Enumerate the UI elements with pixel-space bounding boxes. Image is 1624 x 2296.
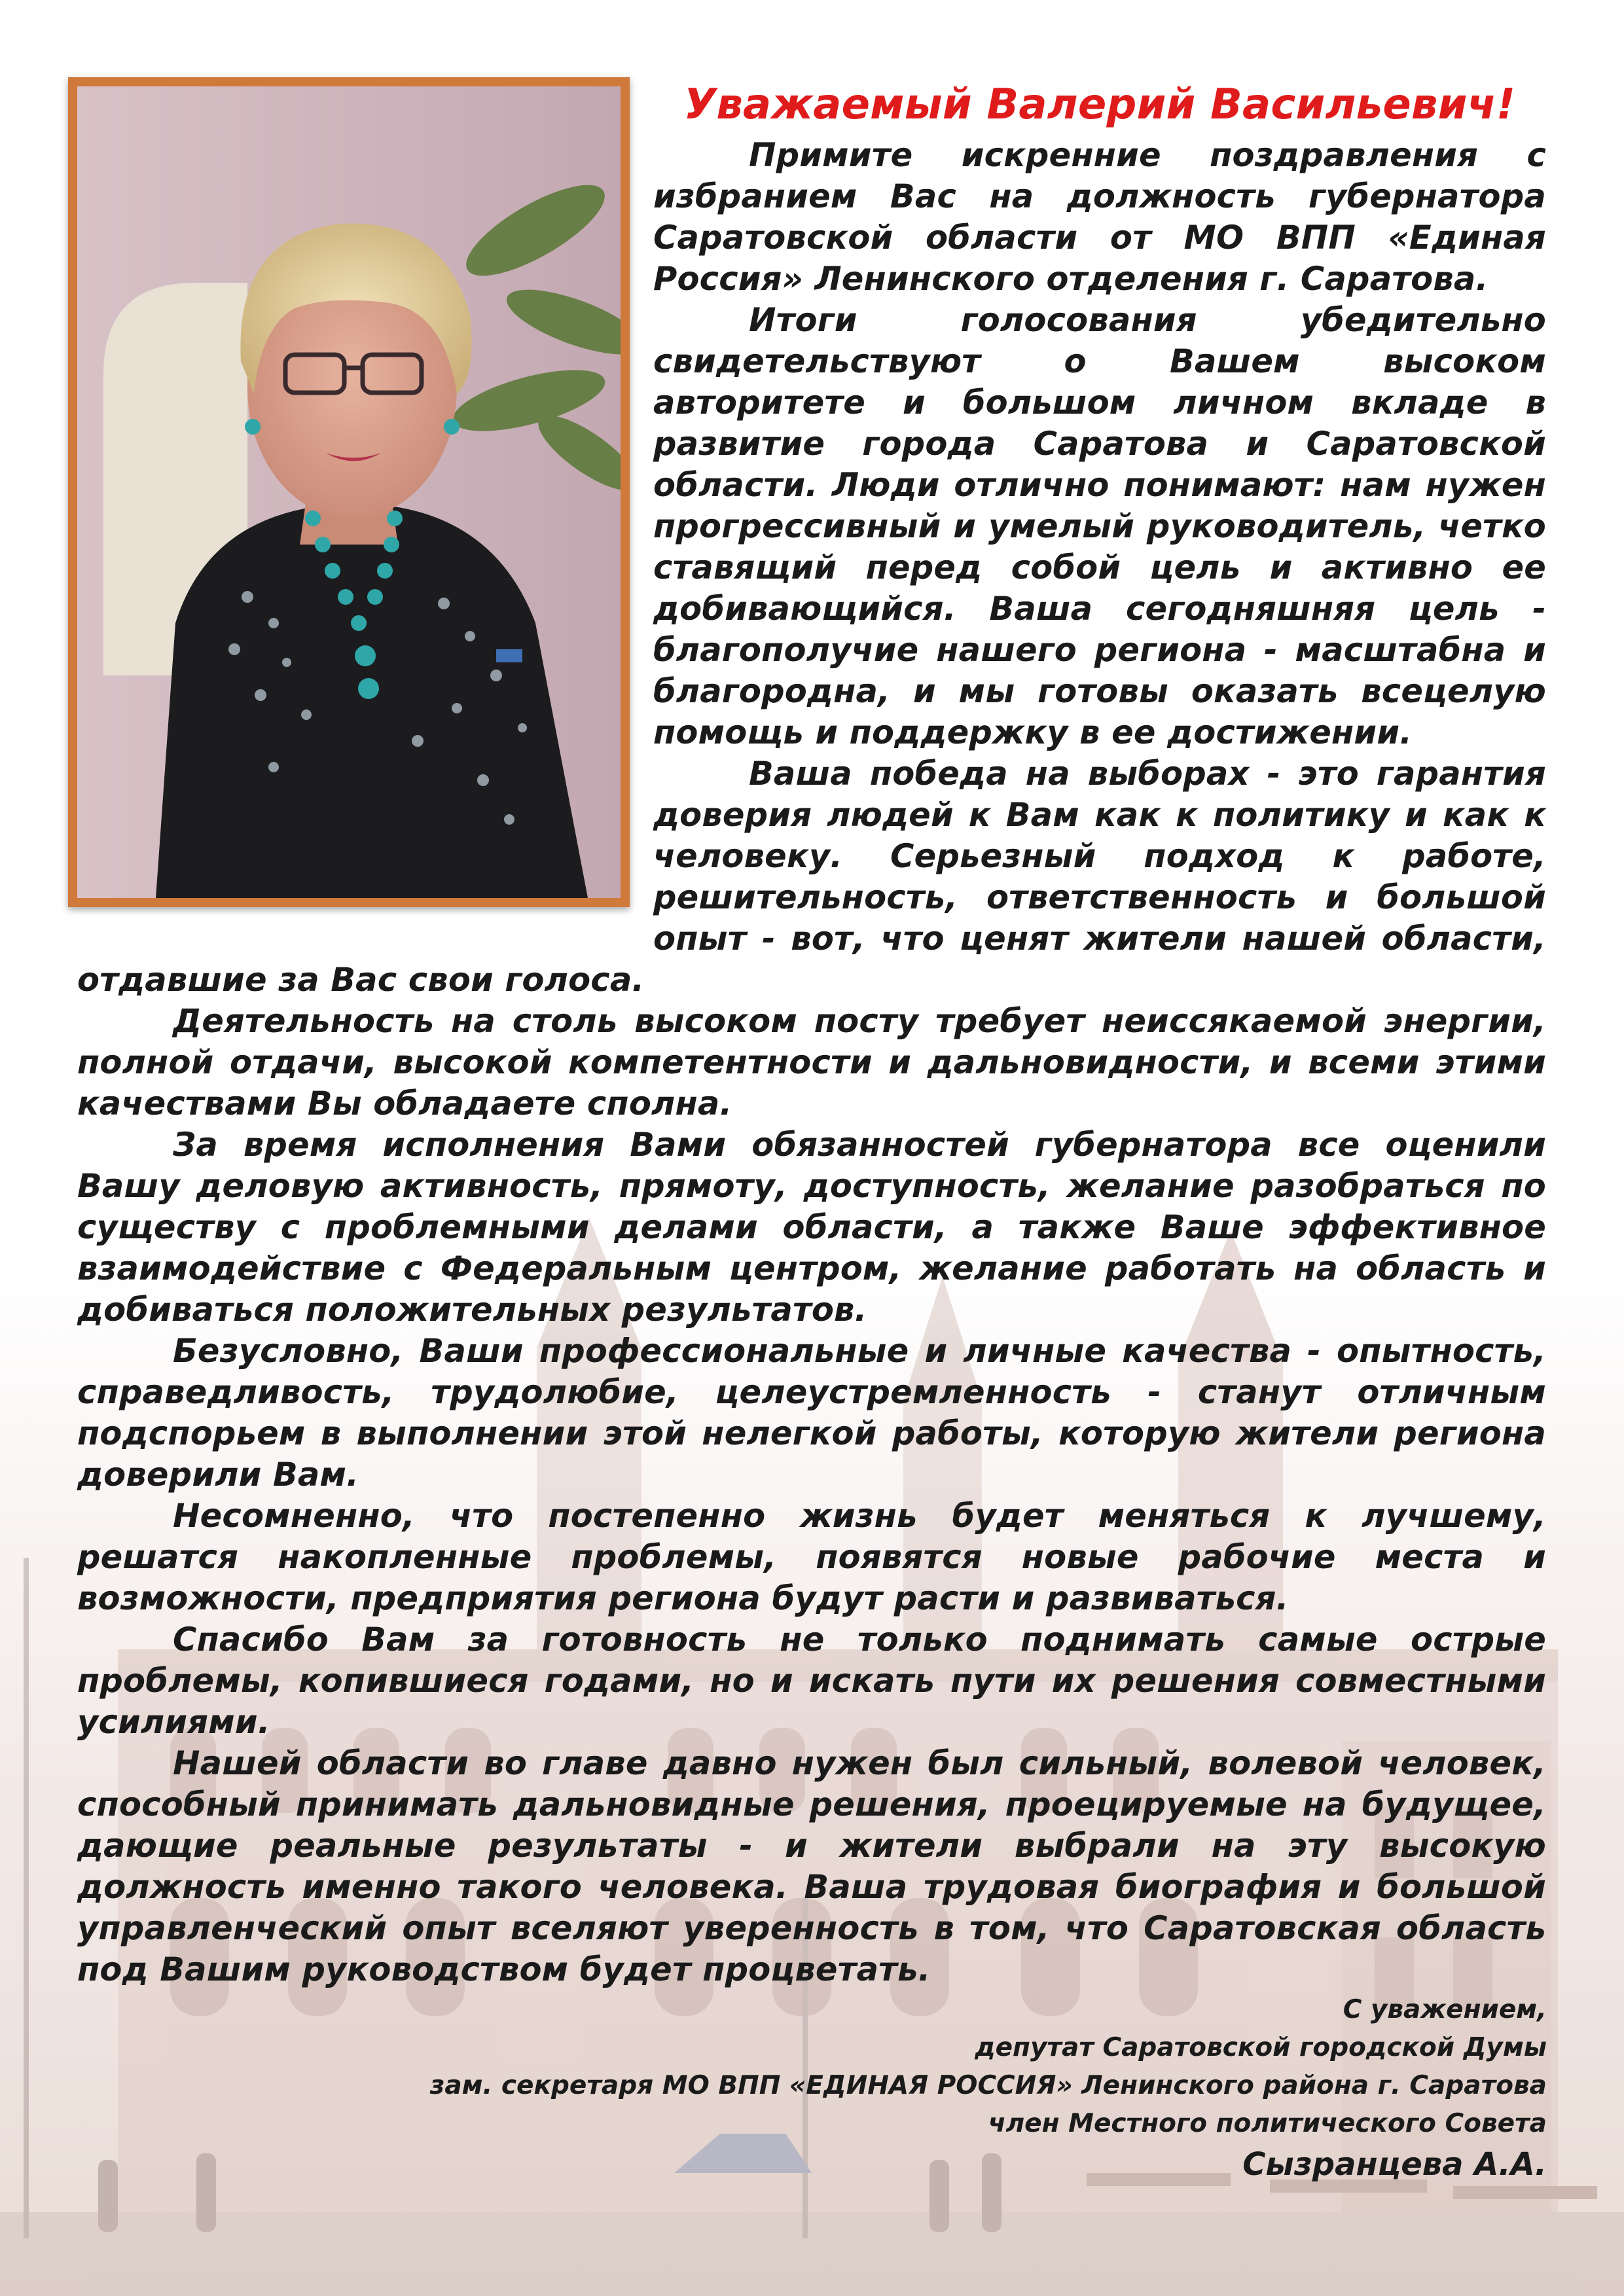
letter-paragraph: Примите искренние поздравления с избранием Вас на должность губернатора Саратовской области от МО ВПП «Единая Россия» Ленинского отделения г. Саратова. [653, 136, 1546, 298]
signature-title-secretary: зам. секретаря МО ВПП «ЕДИНАЯ РОССИЯ» Ленинского района г. Саратова [429, 2071, 1547, 2100]
photo-text-wrap-spacer [77, 77, 653, 928]
letter-paragraph: Безусловно, Ваши профессиональные и личные качества - опытность, справедливость, трудолюбие, целеустремленность - станут отличным подспорьем в выполнении этой нелегкой работы, которую жители региона доверили Вам. [77, 1332, 1546, 1494]
letter-body [77, 77, 1546, 1990]
letter-greeting: Уважаемый Валерий Васильевич! [683, 81, 1516, 129]
signature-block [78, 1991, 1547, 2186]
letter-paragraph: Итоги голосования убедительно свидетельствуют о Вашем высоком авторитете и большом личном вкладе в развитие города Саратова и Саратовской области. Люди отлично понимают: нам нужен прогрессивный и умелый руководитель, четко ставящий перед собой цель и активно ее добивающийся. Ваша сегодняшняя цель - благополучие нашего региона - масштабна и благородна, и мы готовы оказать всецелую помощь и поддержку в ее достижении. [653, 301, 1546, 751]
letter-paragraph: Несомненно, что постепенно жизнь будет меняться к лучшему, решатся накопленные проблемы, появятся новые рабочие места и возможности, предприятия региона будут расти и развиваться. [77, 1497, 1546, 1617]
signature-name: Сызранцева А.А. [1242, 2146, 1547, 2183]
signature-closing: С уважением, [1343, 1995, 1547, 2024]
signature-title-council: член Местного политического Совета [988, 2109, 1547, 2138]
signature-title-deputy: депутат Саратовской городской Думы [975, 2033, 1547, 2062]
letter-paragraph: Ваша победа на выборах - это гарантия доверия людей к Вам как к политику и как к человеку. Серьезный подход к работе, решительность, ответственность и большой опыт - вот, что ценят жители нашей области, отдавшие за Вас свои голоса. [77, 755, 1546, 999]
letter-paragraph: За время исполнения Вами обязанностей губернатора все оценили Вашу деловую активность, прямоту, доступность, желание разобраться по существу с проблемными делами области, а также Ваше эффективное взаимодействие с Федеральным центром, желание работать на область и добиваться положительных результатов. [77, 1126, 1546, 1329]
letter-paragraph: Спасибо Вам за готовность не только поднимать самые острые проблемы, копившиеся годами, но и искать пути их решения совместными усилиями. [77, 1621, 1546, 1741]
letter-paragraph: Деятельность на столь высоком посту требует неиссякаемой энергии, полной отдачи, высокой компетентности и дальновидности, и всеми этими качествами Вы обладаете сполна. [77, 1002, 1546, 1122]
letter-paragraph: Нашей области во главе давно нужен был сильный, волевой человек, способный принимать дальновидные решения, проецируемые на будущее, дающие реальные результаты - и жители выбрали на эту высокую должность именно такого человека. Ваша трудовая биография и большой управленческий опыт вселяют уверенность в том, что Саратовская область под Вашим руководством будет процветать. [77, 1744, 1546, 1988]
